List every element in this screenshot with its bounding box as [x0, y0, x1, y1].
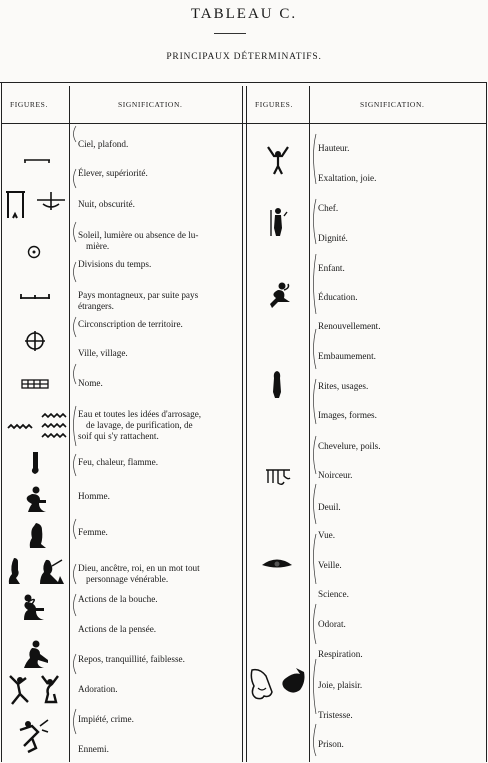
list-item: Actions de la bouche. — [78, 594, 158, 604]
seated-man-icon — [20, 486, 50, 514]
list-item: soif qui s'y rattachent. — [78, 431, 159, 441]
list-item: Nuit, obscurité. — [78, 199, 135, 209]
header-signification-right: SIGNIFICATION. — [360, 100, 425, 109]
night-glyph-icon — [3, 188, 65, 222]
list-item: Circonscription de territoire. — [78, 319, 183, 329]
list-item: Femme. — [78, 527, 108, 537]
list-item: Rites, usages. — [318, 381, 369, 391]
list-item: Divisions du temps. — [78, 259, 152, 269]
list-item: Odorat. — [318, 619, 346, 629]
bound-captive-icon — [18, 718, 50, 756]
header-figures-left: FIGURES. — [10, 100, 48, 109]
list-item: Enfant. — [318, 263, 345, 273]
list-item: Eau et toutes les idées d'arrosage, — [78, 409, 202, 419]
list-item: Dieu, ancêtre, roi, en un mot tout — [78, 563, 200, 573]
mountain-glyph-icon — [18, 290, 52, 302]
brazier-icon — [28, 450, 42, 476]
list-item: Repos, tranquillité, faiblesse. — [78, 654, 185, 664]
list-item: Chef. — [318, 203, 339, 213]
list-item: Prison. — [318, 739, 344, 749]
list-item: Deuil. — [318, 502, 341, 512]
list-item: Exaltation, joie. — [318, 173, 377, 183]
grid-glyph-icon — [21, 378, 49, 390]
list-item: étrangers. — [78, 301, 114, 311]
list-item: Vue. — [318, 530, 336, 540]
list-item: Ville, village. — [78, 348, 128, 358]
list-item: Homme. — [78, 491, 110, 501]
water-ripple-icon — [6, 412, 68, 442]
list-item: Dignité. — [318, 233, 348, 243]
list-item: Veille. — [318, 560, 342, 570]
seated-god-icon — [6, 556, 66, 586]
table-border-left — [1, 82, 2, 762]
mummy-icon — [271, 370, 283, 400]
standing-chief-icon — [268, 206, 288, 238]
list-item: de lavage, de purification, de — [86, 420, 193, 430]
list-item: mière. — [86, 241, 110, 251]
list-item: Noirceur. — [318, 470, 353, 480]
child-icon — [264, 280, 292, 310]
list-item: Impiété, crime. — [78, 714, 134, 724]
hair-lock-icon — [264, 468, 292, 486]
page-title: TABLEAU C. — [190, 6, 298, 22]
sun-glyph-icon — [26, 244, 42, 260]
list-item: Soleil, lumière ou absence de lu- — [78, 230, 199, 240]
list-item: Chevelure, poils. — [318, 441, 381, 451]
list-item: Ciel, plafond. — [78, 139, 129, 149]
arms-raised-icon — [266, 146, 290, 176]
list-item: Feu, chaleur, flamme. — [78, 457, 158, 467]
reclining-figure-icon — [18, 640, 52, 670]
header-signification-left: SIGNIFICATION. — [118, 100, 183, 109]
table-border-right — [486, 82, 487, 762]
nose-icon — [246, 666, 308, 704]
list-item: Renouvellement. — [318, 321, 381, 331]
list-item: Ennemi. — [78, 744, 109, 754]
seated-woman-icon — [22, 522, 50, 550]
list-item: Joie, plaisir. — [318, 680, 363, 690]
page-subtitle: PRINCIPAUX DÉTERMINATIFS. — [166, 52, 322, 62]
title-rule — [214, 33, 246, 34]
list-item: Élever, supériorité. — [78, 168, 148, 178]
header-figures-right: FIGURES. — [255, 100, 293, 109]
circle-cross-icon — [24, 330, 46, 352]
list-item: Pays montagneux, par suite pays — [78, 290, 199, 300]
list-item: Images, formes. — [318, 410, 377, 420]
list-item: personnage vénérable. — [86, 574, 169, 584]
list-item: Embaumement. — [318, 351, 376, 361]
sky-glyph-icon — [22, 152, 52, 164]
row-brackets-left — [70, 124, 80, 760]
hand-to-mouth-icon — [18, 592, 52, 622]
list-item: Tristesse. — [318, 710, 353, 720]
list-item: Hauteur. — [318, 143, 350, 153]
list-item: Éducation. — [318, 292, 358, 302]
list-item: Respiration. — [318, 649, 363, 659]
list-item: Actions de la pensée. — [78, 624, 157, 634]
eye-icon — [260, 556, 294, 572]
list-item: Adoration. — [78, 684, 118, 694]
list-item: Science. — [318, 589, 349, 599]
list-item: Nome. — [78, 378, 103, 388]
adoring-figures-icon — [6, 674, 64, 706]
